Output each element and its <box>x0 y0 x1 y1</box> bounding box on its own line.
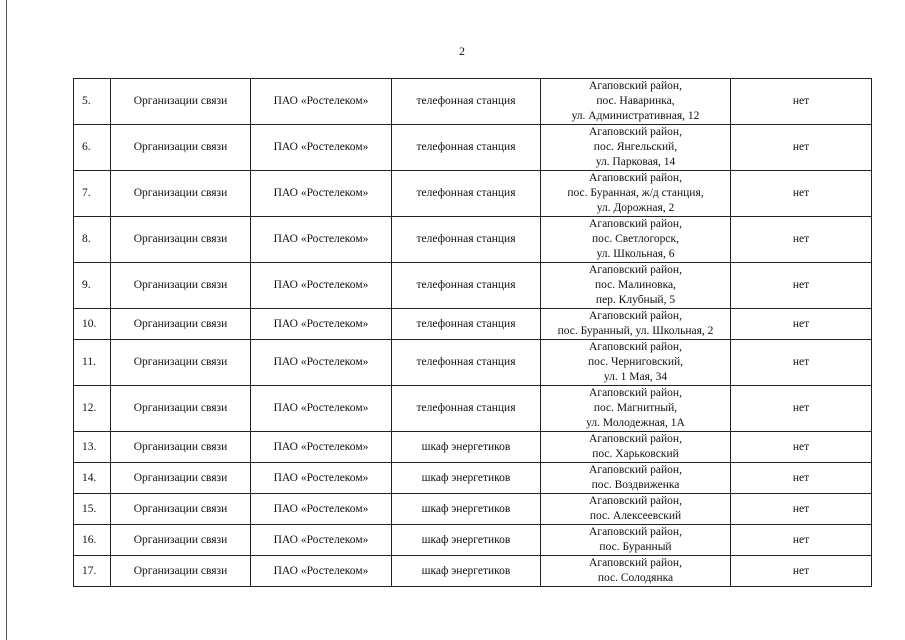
status-cell: нет <box>731 340 872 386</box>
table-row <box>74 386 872 432</box>
status-cell: нет <box>731 263 872 309</box>
table-row <box>74 79 872 125</box>
table-row <box>74 494 872 525</box>
object-type-cell: телефонная станция <box>392 263 541 309</box>
object-type-cell: шкаф энергетиков <box>392 556 541 587</box>
address-cell <box>541 217 731 263</box>
category-cell: Организации связи <box>111 217 251 263</box>
object-type-cell: телефонная станция <box>392 171 541 217</box>
address-line: пос. Магнитный, <box>593 402 678 414</box>
object-type-cell: шкаф энергетиков <box>392 494 541 525</box>
address-line: ул. 1 Мая, 34 <box>603 371 668 383</box>
address-cell <box>541 494 731 525</box>
address-line: ул. Молодежная, 1А <box>586 417 685 429</box>
category-cell: Организации связи <box>111 79 251 125</box>
address-line: Агаповский район, <box>589 80 682 92</box>
address-line: Агаповский район, <box>589 218 682 230</box>
address-line: Агаповский район, <box>589 172 682 184</box>
row-number: 15. <box>74 494 111 525</box>
row-number: 16. <box>74 525 111 556</box>
page-number: 2 <box>459 44 465 58</box>
address-cell <box>541 432 731 463</box>
object-type-cell: телефонная станция <box>392 125 541 171</box>
address-cell <box>541 556 731 587</box>
owner-cell: ПАО «Ростелеком» <box>251 125 392 171</box>
address-line: пос. Солодянка <box>597 572 674 584</box>
owner-cell: ПАО «Ростелеком» <box>251 217 392 263</box>
table-row <box>74 432 872 463</box>
address-line: Агаповский район, <box>589 557 682 569</box>
address-line: Агаповский район, <box>589 310 682 322</box>
status-cell: нет <box>731 79 872 125</box>
status-cell: нет <box>731 556 872 587</box>
table-row <box>74 217 872 263</box>
category-cell: Организации связи <box>111 309 251 340</box>
object-type-cell: телефонная станция <box>392 340 541 386</box>
status-cell: нет <box>731 432 872 463</box>
object-type-cell: телефонная станция <box>392 79 541 125</box>
status-cell: нет <box>731 217 872 263</box>
address-line: Агаповский район, <box>589 433 682 445</box>
category-cell: Организации связи <box>111 432 251 463</box>
address-line: ул. Дорожная, 2 <box>596 202 675 214</box>
page-edge-line <box>6 0 7 640</box>
owner-cell: ПАО «Ростелеком» <box>251 263 392 309</box>
row-number: 10. <box>74 309 111 340</box>
status-cell: нет <box>731 494 872 525</box>
address-line: пос. Малиновка, <box>594 279 677 291</box>
owner-cell: ПАО «Ростелеком» <box>251 494 392 525</box>
address-line: пос. Воздвиженка <box>591 479 680 491</box>
owner-cell: ПАО «Ростелеком» <box>251 556 392 587</box>
row-number: 13. <box>74 432 111 463</box>
category-cell: Организации связи <box>111 263 251 309</box>
row-number: 6. <box>74 125 111 171</box>
category-cell: Организации связи <box>111 125 251 171</box>
status-cell: нет <box>731 386 872 432</box>
address-line: пос. Буранный <box>599 541 672 553</box>
object-type-cell: шкаф энергетиков <box>392 525 541 556</box>
address-cell <box>541 263 731 309</box>
row-number: 9. <box>74 263 111 309</box>
owner-cell: ПАО «Ростелеком» <box>251 79 392 125</box>
status-cell: нет <box>731 125 872 171</box>
address-line: Агаповский район, <box>589 341 682 353</box>
table-row <box>74 340 872 386</box>
address-line: пос. Харьковский <box>592 448 679 460</box>
category-cell: Организации связи <box>111 340 251 386</box>
address-line: ул. Парковая, 14 <box>595 156 676 168</box>
row-number: 11. <box>74 340 111 386</box>
table-row <box>74 556 872 587</box>
address-line: ул. Административная, 12 <box>571 110 700 122</box>
row-number: 14. <box>74 463 111 494</box>
object-type-cell: телефонная станция <box>392 309 541 340</box>
address-line: пос. Алексеевский <box>589 510 682 522</box>
table-row <box>74 463 872 494</box>
status-cell: нет <box>731 171 872 217</box>
address-line: пос. Светлогорск, <box>592 233 679 245</box>
address-line: пер. Клубный, 5 <box>595 294 676 306</box>
address-line: Агаповский район, <box>589 464 682 476</box>
category-cell: Организации связи <box>111 525 251 556</box>
address-cell <box>541 125 731 171</box>
row-number: 17. <box>74 556 111 587</box>
row-number: 12. <box>74 386 111 432</box>
row-number: 8. <box>74 217 111 263</box>
row-number: 7. <box>74 171 111 217</box>
table-body <box>74 79 872 587</box>
owner-cell: ПАО «Ростелеком» <box>251 463 392 494</box>
address-line: пос. Черниговский, <box>587 356 684 368</box>
address-cell <box>541 171 731 217</box>
object-type-cell: телефонная станция <box>392 386 541 432</box>
table-row <box>74 125 872 171</box>
address-cell <box>541 525 731 556</box>
category-cell: Организации связи <box>111 386 251 432</box>
address-cell <box>541 79 731 125</box>
table-row <box>74 525 872 556</box>
address-line: Агаповский район, <box>589 126 682 138</box>
facilities-table <box>73 78 872 587</box>
address-cell <box>541 309 731 340</box>
category-cell: Организации связи <box>111 494 251 525</box>
status-cell: нет <box>731 309 872 340</box>
owner-cell: ПАО «Ростелеком» <box>251 171 392 217</box>
address-line: Агаповский район, <box>589 526 682 538</box>
category-cell: Организации связи <box>111 171 251 217</box>
status-cell: нет <box>731 525 872 556</box>
address-cell <box>541 386 731 432</box>
address-line: пос. Наваринка, <box>596 95 675 107</box>
address-line: Агаповский район, <box>589 495 682 507</box>
address-line: пос. Янгельский, <box>593 141 678 153</box>
address-line: Агаповский район, <box>589 264 682 276</box>
address-line: ул. Школьная, 6 <box>596 248 675 260</box>
table-row <box>74 263 872 309</box>
status-cell: нет <box>731 463 872 494</box>
table-row <box>74 171 872 217</box>
category-cell: Организации связи <box>111 556 251 587</box>
row-number: 5. <box>74 79 111 125</box>
address-cell <box>541 340 731 386</box>
owner-cell: ПАО «Ростелеком» <box>251 340 392 386</box>
owner-cell: ПАО «Ростелеком» <box>251 525 392 556</box>
table-row <box>74 309 872 340</box>
object-type-cell: телефонная станция <box>392 217 541 263</box>
object-type-cell: шкаф энергетиков <box>392 432 541 463</box>
address-line: пос. Буранный, ул. Школьная, 2 <box>557 325 714 337</box>
address-line: пос. Буранная, ж/д станция, <box>567 187 704 199</box>
category-cell: Организации связи <box>111 463 251 494</box>
owner-cell: ПАО «Ростелеком» <box>251 386 392 432</box>
object-type-cell: шкаф энергетиков <box>392 463 541 494</box>
address-line: Агаповский район, <box>589 387 682 399</box>
owner-cell: ПАО «Ростелеком» <box>251 432 392 463</box>
owner-cell: ПАО «Ростелеком» <box>251 309 392 340</box>
address-cell <box>541 463 731 494</box>
